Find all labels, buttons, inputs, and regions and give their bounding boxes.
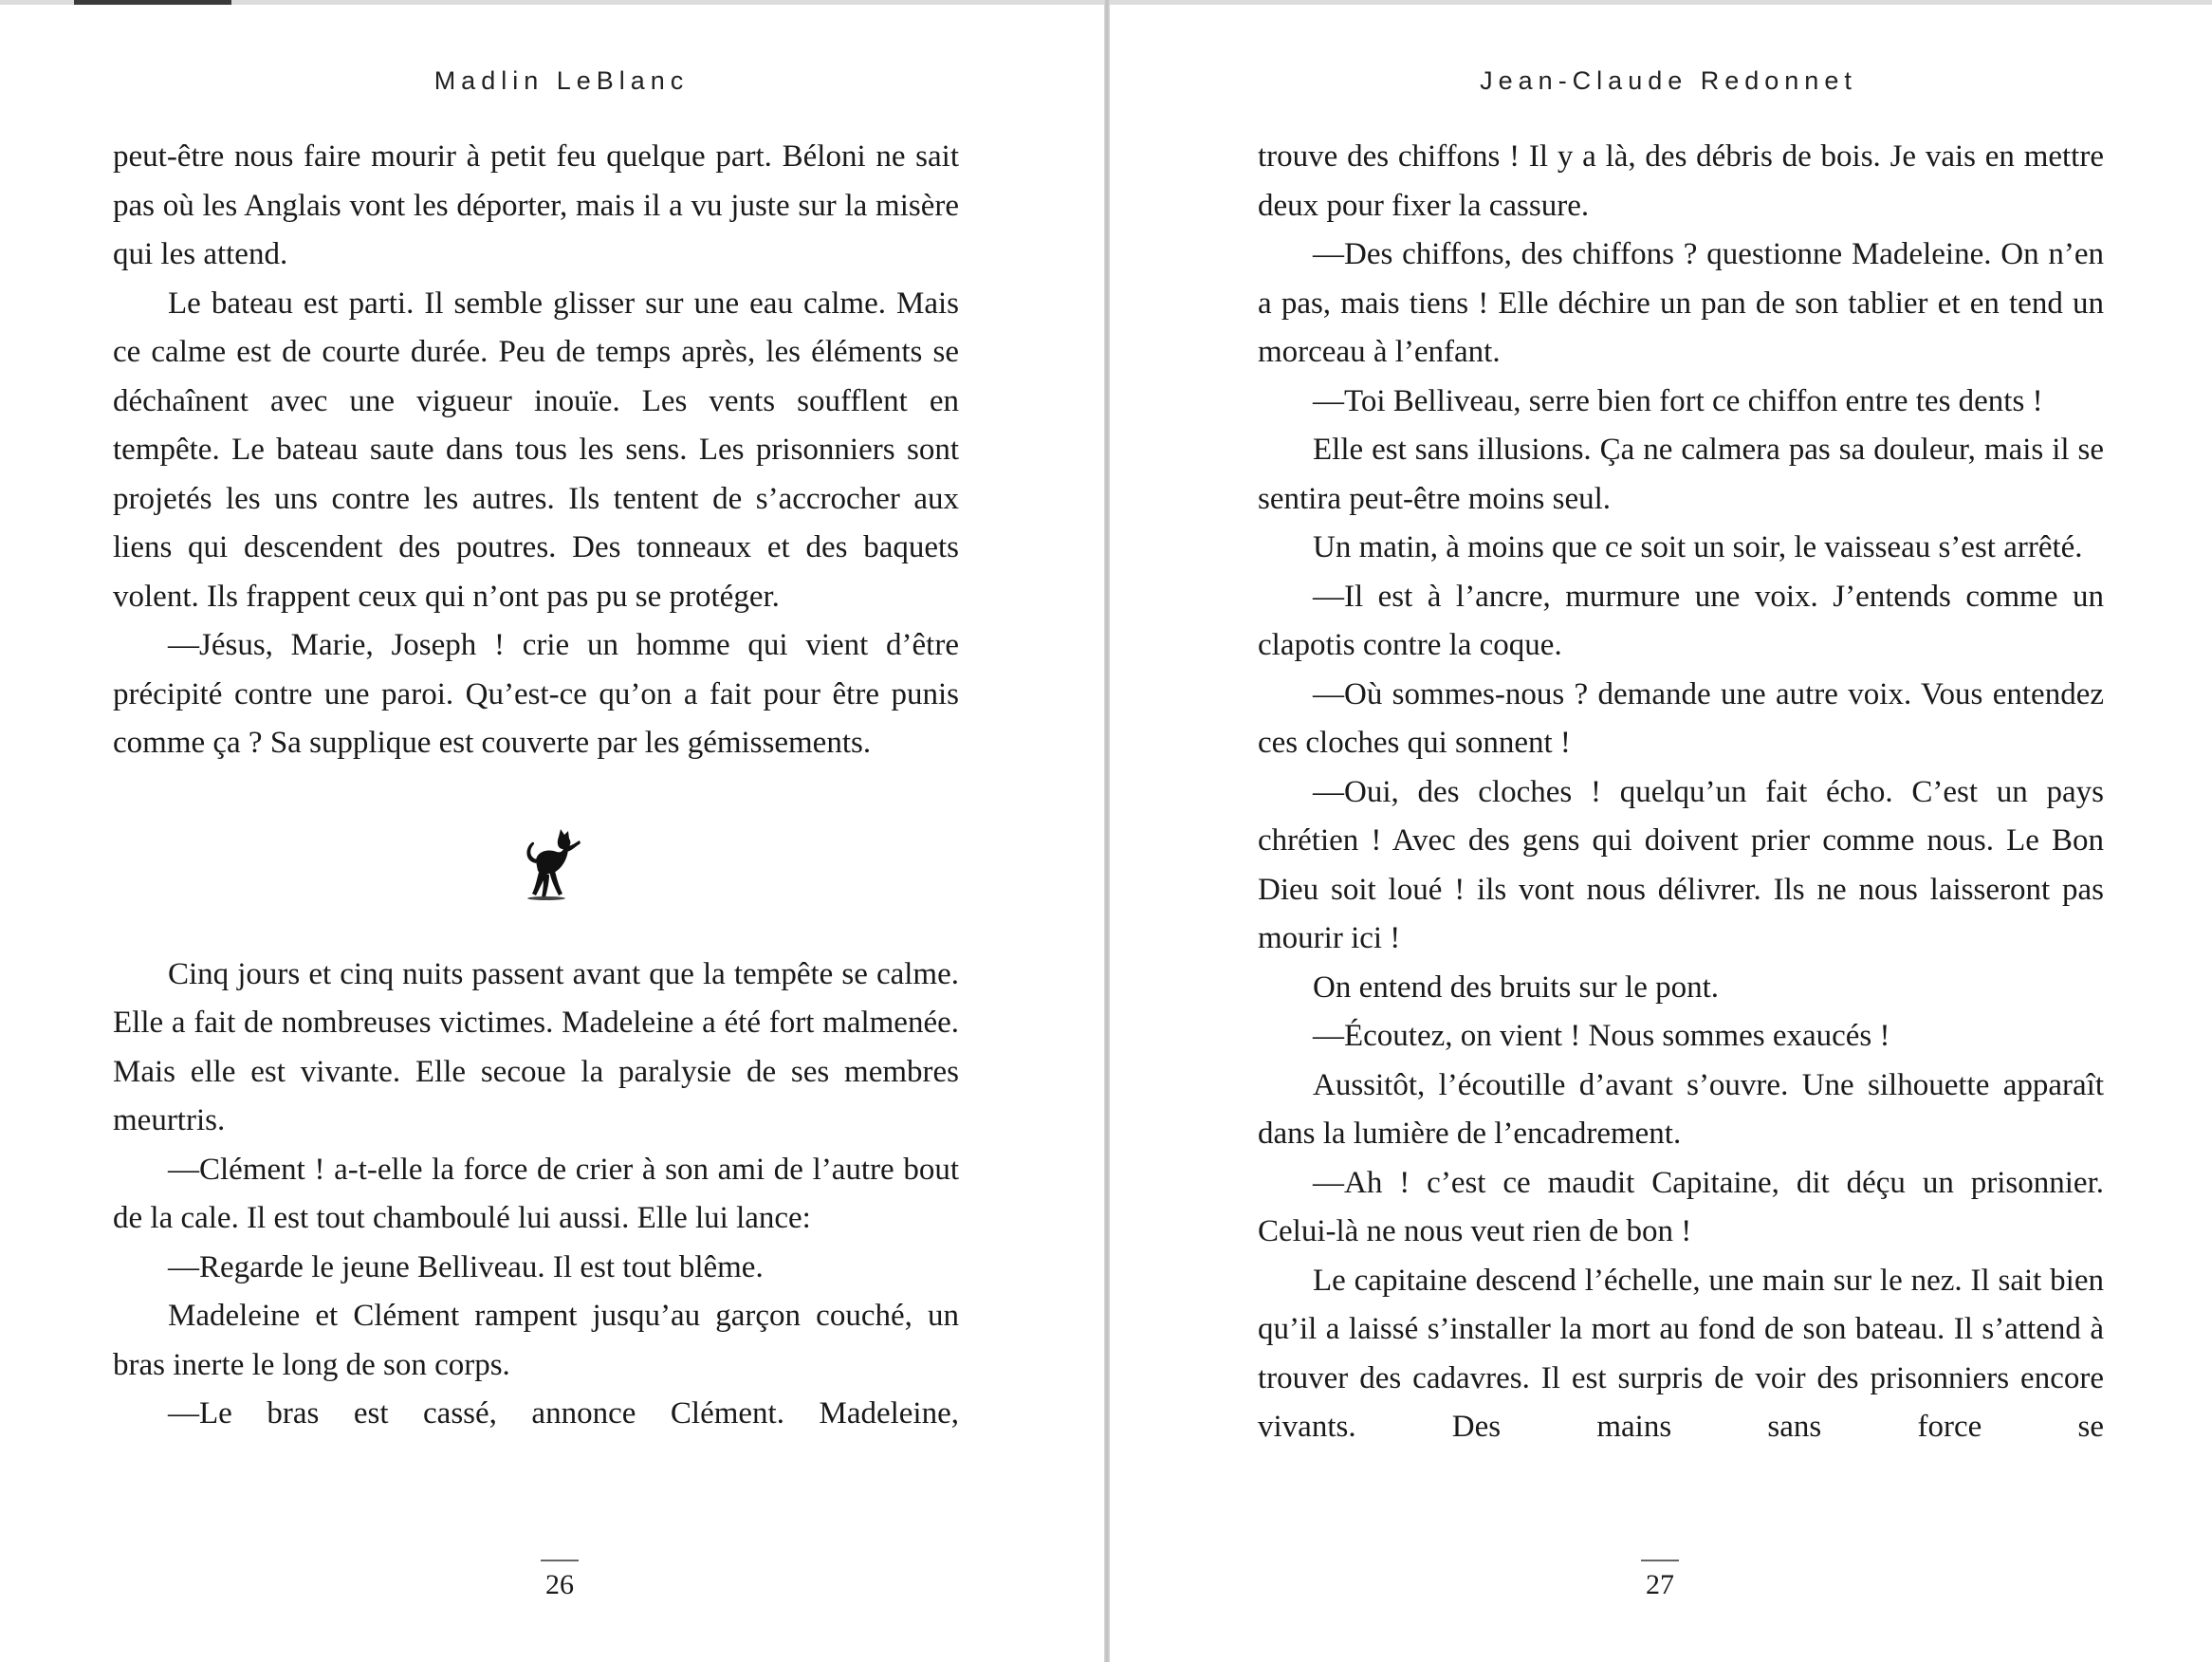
black-cat-icon bbox=[523, 827, 581, 901]
folio-rule bbox=[541, 1560, 579, 1561]
paragraph: Madeleine et Clément rampent jusqu’au garçon couché, un bras inerte le long de son corps. bbox=[113, 1299, 959, 1382]
paragraph: Elle est sans illusions. Ça ne calmera pas sa douleur, mais il se sentira peut-être moins seul. bbox=[1258, 433, 2104, 516]
paragraph: Aussitôt, l’écoutille d’avant s’ouvre. Une silhouette apparaît dans la lumière de l’encadrement. bbox=[1258, 1067, 2104, 1151]
paragraph: Cinq jours et cinq nuits passent avant que la tempête se calme. Elle a fait de nombreuses victimes. Madeleine a été fort malmenée. Mais elle est vivante. Elle secoue la paralysie de ses membres meurtris. bbox=[113, 956, 959, 1137]
paragraph: —Jésus, Marie, Joseph ! crie un homme qui vient d’être précipité contre une paroi. Qu’est-ce qu’on a fait pour être punis comme ça ? Sa supplique est couverte par les gémissements. bbox=[113, 628, 959, 760]
paragraph: —Clément ! a-t-elle la force de crier à son ami de l’autre bout de la cale. Il est tout chamboulé lui aussi. Elle lui lance: bbox=[113, 1152, 959, 1235]
paragraph: —Le bras est cassé, annonce Clément. Madeleine, bbox=[168, 1396, 959, 1431]
paragraph: —Où sommes-nous ? demande une autre voix. Vous entendez ces cloches qui sonnent ! bbox=[1258, 676, 2104, 760]
left-running-header: Madlin LeBlanc bbox=[433, 66, 690, 95]
paragraph: Le capitaine descend l’échelle, une main sur le nez. Il sait bien qu’il a laissé s’installer la mort au fond de son bateau. Il s’attend à trouver des cadavres. Il est surpris de voir des prisonniers encore vivants. Des mains sans force se bbox=[1258, 1263, 2104, 1444]
page-number: 27 bbox=[1646, 1569, 1674, 1600]
paragraph: peut-être nous faire mourir à petit feu quelque part. Béloni ne sait pas où les Anglais vont les déporter, mais il a vu juste sur la misère qui les attend. bbox=[113, 139, 959, 271]
right-running-header: Jean-Claude Redonnet bbox=[1480, 66, 1857, 95]
paragraph: Un matin, à moins que ce soit un soir, le vaisseau s’est arrêté. bbox=[1313, 530, 2083, 564]
section-break-ornament bbox=[113, 768, 959, 951]
paragraph: —Écoutez, on vient ! Nous sommes exaucés ! bbox=[1313, 1019, 1890, 1053]
right-page-text bbox=[1258, 133, 2104, 1452]
paragraph: —Toi Belliveau, serre bien fort ce chiffon entre tes dents ! bbox=[1313, 383, 2043, 418]
paragraph: —Ah ! c’est ce maudit Capitaine, dit déçu un prisonnier. Celui-là ne nous veut rien de bon ! bbox=[1258, 1165, 2104, 1248]
paragraph: —Des chiffons, des chiffons ? questionne Madeleine. On n’en a pas, mais tiens ! Elle déchire un pan de son tablier et en tend un morceau à l’enfant. bbox=[1258, 237, 2104, 369]
paragraph: —Oui, des cloches ! quelqu’un fait écho. C’est un pays chrétien ! Avec des gens qui doivent prier comme nous. Le Bon Dieu soit loué ! ils vont nous délivrer. Ils ne nous laisseront pas mourir ici ! bbox=[1258, 774, 2104, 955]
right-page-number bbox=[1108, 1560, 2212, 1601]
paragraph: —Il est à l’ancre, murmure une voix. J’entends comme un clapotis contre la coque. bbox=[1258, 579, 2104, 662]
paragraph: Le bateau est parti. Il semble glisser sur une eau calme. Mais ce calme est de courte durée. Peu de temps après, les éléments se déchaînent avec une vigueur inouïe. Les vents soufflent en tempête. Le bateau saute dans tous les sens. Les prisonniers sont projetés les uns contre les autres. Ils tentent de s’accrocher aux liens qui descendent des poutres. Des tonneaux et des baquets volent. Ils frappent ceux qui n’ont pas pu se protéger. bbox=[113, 286, 959, 614]
paragraph: —Regarde le jeune Belliveau. Il est tout blême. bbox=[168, 1249, 764, 1284]
left-page-number bbox=[8, 1560, 1112, 1601]
right-page bbox=[1110, 0, 2212, 1662]
paragraph: trouve des chiffons ! Il y a là, des débris de bois. Je vais en mettre deux pour fixer la cassure. bbox=[1258, 139, 2104, 223]
folio-rule bbox=[1641, 1560, 1679, 1561]
left-page bbox=[0, 0, 1104, 1662]
paragraph: On entend des bruits sur le pont. bbox=[1313, 970, 1720, 1005]
page-number: 26 bbox=[545, 1569, 574, 1600]
left-page-text bbox=[113, 133, 959, 1439]
